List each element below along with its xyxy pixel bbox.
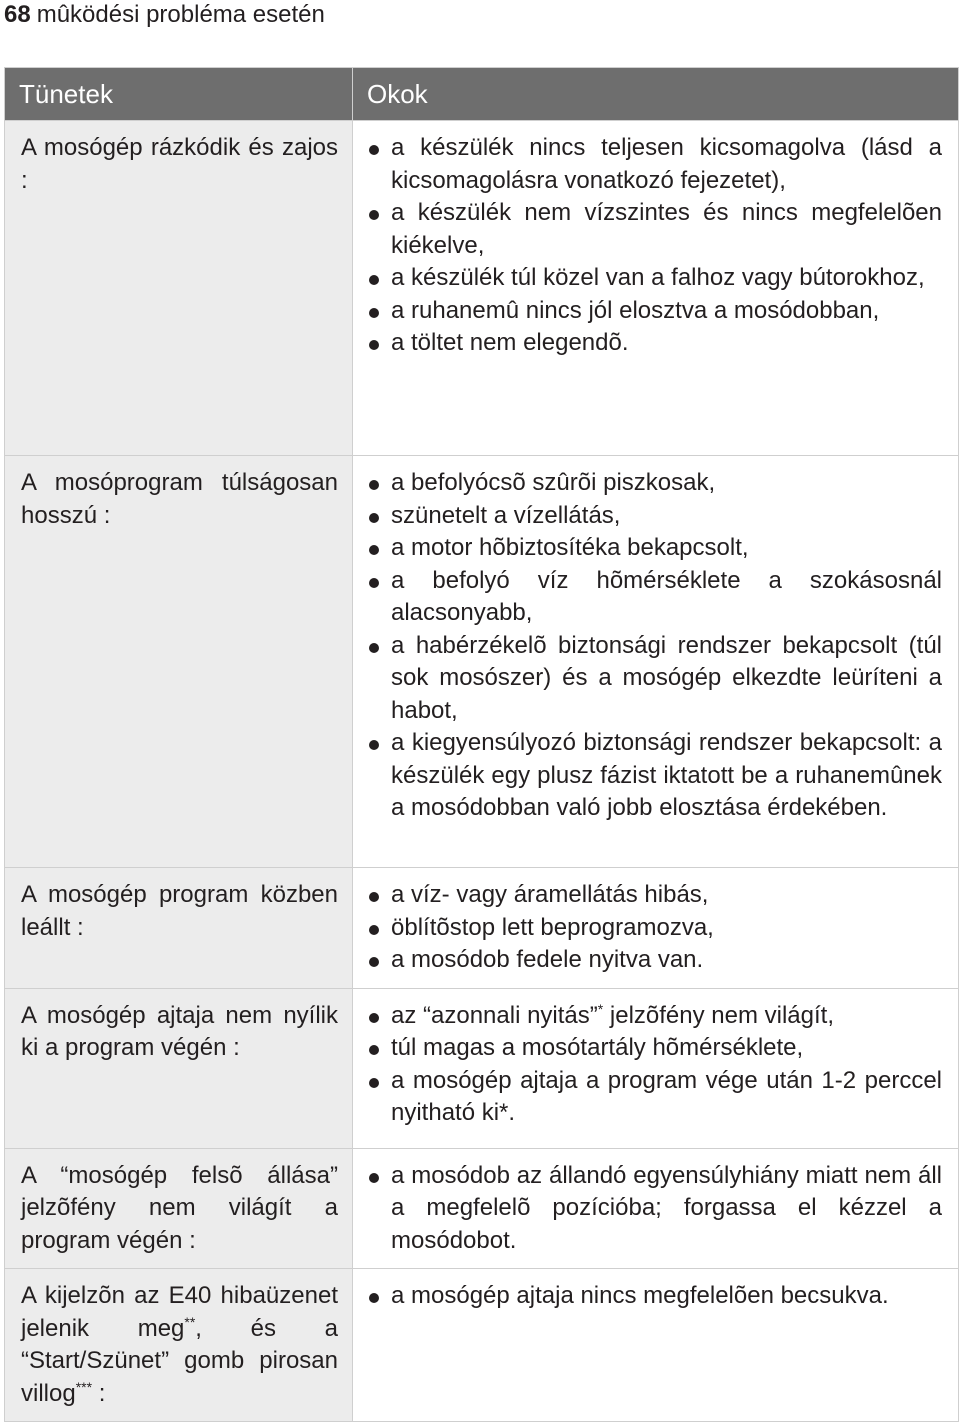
symptom-cell: A mosógép program közben leállt : xyxy=(5,868,353,989)
footnote-marker: ** xyxy=(184,1313,196,1330)
symptom-cell: A mosógép ajtaja nem nyílik ki a program végén : xyxy=(5,988,353,1148)
causes-list xyxy=(367,1160,942,1258)
cause-item: a ruhanemû nincs jól elosztva a mosódobban, xyxy=(367,295,942,328)
table-row xyxy=(5,121,959,456)
cause-item: öblítõstop lett beprogramozva, xyxy=(367,912,942,945)
cause-item: a készülék nincs teljesen kicsomagolva (lásd a kicsomagolásra vonatkozó fejezetet), xyxy=(367,132,942,197)
symptom-cell: A “mosógép felsõ állása” jelzõfény nem világít a program végén : xyxy=(5,1148,353,1269)
cause-item: a befolyó víz hõmérséklete a szokásosnál alacsonyabb, xyxy=(367,565,942,630)
cause-item: a mosógép ajtaja nincs megfelelõen becsukva. xyxy=(367,1280,942,1313)
cause-item: a víz- vagy áramellátás hibás, xyxy=(367,879,942,912)
causes-list xyxy=(367,879,942,977)
table-row xyxy=(5,456,959,868)
table-row xyxy=(5,988,959,1148)
page-title: mûködési probléma esetén xyxy=(36,1,325,28)
cause-item: a kiegyensúlyozó biztonsági rendszer bekapcsolt: a készülék egy plusz fázist iktatott be a ruhanemûnek a mosódobban való jobb elosztása érdekében. xyxy=(367,727,942,825)
cause-item: a mosódob fedele nyitva van. xyxy=(367,944,942,977)
symptom-cell: A mosógép rázkódik és zajos : xyxy=(5,121,353,456)
cause-item: a mosógép ajtaja a program vége után 1-2 perccel nyitható ki*. xyxy=(367,1065,942,1130)
cause-item: szünetelt a vízellátás, xyxy=(367,500,942,533)
cause-item: a habérzékelõ biztonsági rendszer bekapcsolt (túl sok mosószer) és a mosógép elkezdte leüríteni a habot, xyxy=(367,630,942,728)
cause-item xyxy=(367,1000,942,1033)
table-header-row xyxy=(5,68,959,121)
cause-item: a motor hõbiztosítéka bekapcsolt, xyxy=(367,532,942,565)
symptom-cell: A mosóprogram túlságosan hosszú : xyxy=(5,456,353,868)
cause-item: a mosódob az állandó egyensúlyhiány miatt nem áll a megfelelõ pozícióba; forgassa el kézzel a mosódobot. xyxy=(367,1160,942,1258)
causes-cell xyxy=(353,1269,959,1422)
causes-list xyxy=(367,1280,942,1313)
causes-list xyxy=(367,132,942,360)
symptom-text: A kijelzõn az E40 hibaüzenet jelenik meg xyxy=(21,1282,338,1342)
troubleshooting-table xyxy=(4,67,959,1422)
causes-cell xyxy=(353,456,959,868)
cause-item: a készülék túl közel van a falhoz vagy bútorokhoz, xyxy=(367,262,942,295)
footnote-marker: * xyxy=(597,1000,604,1017)
table-row xyxy=(5,868,959,989)
cause-text: jelzõfény nem világít, xyxy=(603,1001,834,1029)
cause-item: a készülék nem vízszintes és nincs megfelelõen kiékelve, xyxy=(367,197,942,262)
causes-cell xyxy=(353,1148,959,1269)
causes-cell xyxy=(353,988,959,1148)
cause-item: a töltet nem elegendõ. xyxy=(367,327,942,360)
symptom-text: : xyxy=(92,1379,106,1407)
symptom-cell xyxy=(5,1269,353,1422)
cause-item: túl magas a mosótartály hõmérséklete, xyxy=(367,1032,942,1065)
cause-text: az “azonnali nyitás” xyxy=(391,1001,598,1029)
column-header-symptoms: Tünetek xyxy=(5,68,353,121)
causes-cell xyxy=(353,868,959,989)
symptom-text: , és a “Start/Szünet” gomb pirosan villog xyxy=(21,1314,338,1407)
footnote-marker: *** xyxy=(75,1378,93,1395)
causes-list xyxy=(367,1000,942,1130)
cause-item: a befolyócsõ szûrõi piszkosak, xyxy=(367,467,942,500)
causes-cell xyxy=(353,121,959,456)
table-row xyxy=(5,1148,959,1269)
page-number: 68 xyxy=(4,1,31,28)
table-row xyxy=(5,1269,959,1422)
causes-list xyxy=(367,467,942,825)
page-header xyxy=(4,0,325,30)
column-header-causes: Okok xyxy=(353,68,959,121)
